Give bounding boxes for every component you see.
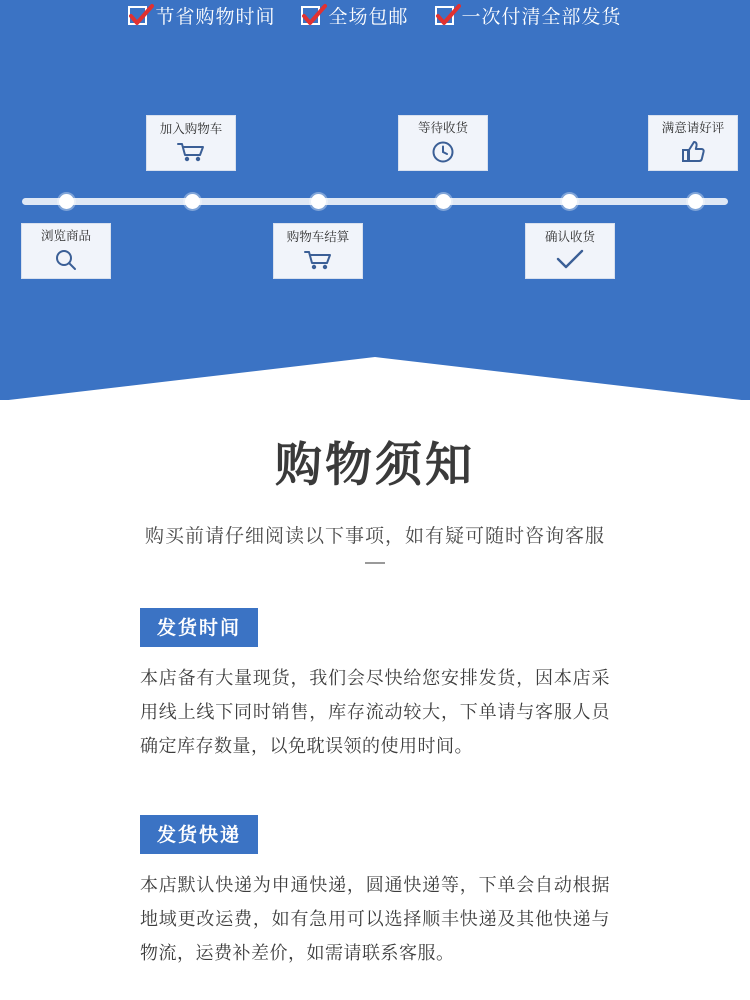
timeline-step-cart-checkout bbox=[273, 223, 363, 279]
hero-banner bbox=[0, 0, 750, 400]
timeline-dot bbox=[59, 194, 74, 209]
timeline-step-label: 购物车结算 bbox=[286, 230, 350, 245]
clock-icon bbox=[431, 140, 455, 164]
check-mark-icon bbox=[128, 6, 147, 25]
timeline-step-browse-products bbox=[21, 223, 111, 279]
page-subtitle: 购买前请仔细阅读以下事项，如有疑可随时咨询客服 bbox=[144, 526, 605, 547]
feature-check-item bbox=[128, 2, 275, 29]
timeline-dot bbox=[562, 194, 577, 209]
timeline-dot bbox=[185, 194, 200, 209]
section-tag: 发货快递 bbox=[140, 815, 258, 854]
feature-check-label: 全场包邮 bbox=[328, 6, 409, 28]
page-title: 购物须知 bbox=[275, 438, 475, 493]
timeline-dot bbox=[311, 194, 326, 209]
magnifier-icon bbox=[53, 248, 79, 272]
timeline-step-add-to-cart bbox=[146, 115, 236, 171]
timeline-track bbox=[22, 198, 728, 205]
feature-check-label: 节省购物时间 bbox=[155, 6, 276, 28]
check-mark-icon bbox=[301, 6, 320, 25]
section-paragraph: 本店备有大量现货，我们会尽快给您安排发货，因本店采用线上线下同时销售，库存流动较大，下单请与客服人员确定库存数量，以免耽误领的使用时间。 bbox=[140, 668, 610, 756]
section-paragraph: 本店默认快递为申通快递，圆通快递等，下单会自动根据地域更改运费，如有急用可以选择顺丰快递及其他快递与物流，运费补差价，如需请联系客服。 bbox=[140, 875, 610, 963]
timeline-dot bbox=[688, 194, 703, 209]
check-icon bbox=[555, 249, 585, 271]
shopping-cart-icon bbox=[303, 249, 333, 271]
timeline-step-label: 等待收货 bbox=[417, 121, 468, 136]
timeline-step-label: 浏览商品 bbox=[40, 229, 91, 244]
notice-block-shipping-time bbox=[0, 608, 750, 763]
timeline-step-await-delivery bbox=[398, 115, 488, 171]
feature-check-item bbox=[435, 2, 622, 29]
timeline-step-label: 加入购物车 bbox=[159, 122, 223, 137]
shopping-cart-icon bbox=[176, 141, 206, 163]
hero-bottom-notch bbox=[0, 357, 750, 400]
notice-block-shipping-courier bbox=[0, 815, 750, 970]
shopping-flow-timeline bbox=[0, 105, 750, 305]
feature-check-row bbox=[0, 0, 750, 30]
feature-check-item bbox=[301, 2, 408, 29]
section-tag: 发货时间 bbox=[140, 608, 258, 647]
timeline-step-confirm-receipt bbox=[525, 223, 615, 279]
divider bbox=[365, 562, 385, 564]
shopping-notice-section bbox=[0, 400, 750, 988]
timeline-step-label: 满意请好评 bbox=[661, 121, 725, 136]
thumbs-up-icon bbox=[680, 140, 706, 164]
feature-check-label: 一次付清全部发货 bbox=[461, 6, 622, 28]
timeline-dot bbox=[436, 194, 451, 209]
timeline-step-leave-review bbox=[648, 115, 738, 171]
timeline-step-label: 确认收货 bbox=[544, 230, 595, 245]
check-mark-icon bbox=[435, 6, 454, 25]
